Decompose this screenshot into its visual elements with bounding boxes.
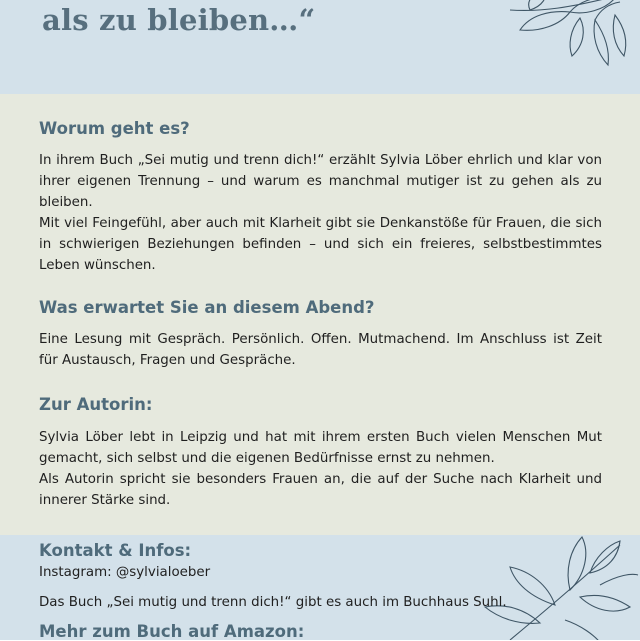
paragraph: Eine Lesung mit Gespräch. Persönlich. Offen. Mutmachend. Im Anschluss ist Zeit für Austausch, Fragen und Gespräche. xyxy=(39,332,602,368)
section-heading-author: Zur Autorin: xyxy=(39,395,153,414)
amazon-heading: Mehr zum Buch auf Amazon: xyxy=(39,622,305,641)
contact-heading: Kontakt & Infos: xyxy=(39,541,192,560)
book-availability-note: Das Buch „Sei mutig und trenn dich!“ gibt es auch im Buchhaus Suhl. xyxy=(39,595,507,610)
paragraph: Als Autorin spricht sie besonders Frauen an, die auf der Suche nach Klarheit und innerer Stärke sind. xyxy=(39,472,602,508)
section-heading-evening: Was erwartet Sie an diesem Abend? xyxy=(39,298,375,317)
leaf-branch-icon xyxy=(500,0,640,70)
leaf-branch-icon xyxy=(470,535,640,640)
section-text-author xyxy=(39,427,602,511)
header-band xyxy=(0,0,640,94)
section-text-evening xyxy=(39,329,602,371)
instagram-handle[interactable]: Instagram: @sylvialoeber xyxy=(39,565,211,580)
paragraph: Mit viel Feingefühl, aber auch mit Klarheit gibt sie Denkanstöße für Frauen, die sich in schwierigen Beziehungen befinden – und sich ein freieres, selbstbestimmtes Leben wünschen. xyxy=(39,216,602,273)
section-text-about xyxy=(39,150,602,276)
paragraph: In ihrem Buch „Sei mutig und trenn dich!“ erzählt Sylvia Löber ehrlich und klar von ihrer eigenen Trennung – und warum es manchmal mutiger ist zu gehen als zu bleiben. xyxy=(39,153,602,210)
section-heading-about: Worum geht es? xyxy=(39,119,190,138)
paragraph: Sylvia Löber lebt in Leipzig und hat mit ihrem ersten Buch vielen Menschen Mut gemacht, sich selbst und die eigenen Bedürfnisse ernst zu nehmen. xyxy=(39,430,602,466)
quote-title: als zu bleiben…“ xyxy=(42,3,316,37)
